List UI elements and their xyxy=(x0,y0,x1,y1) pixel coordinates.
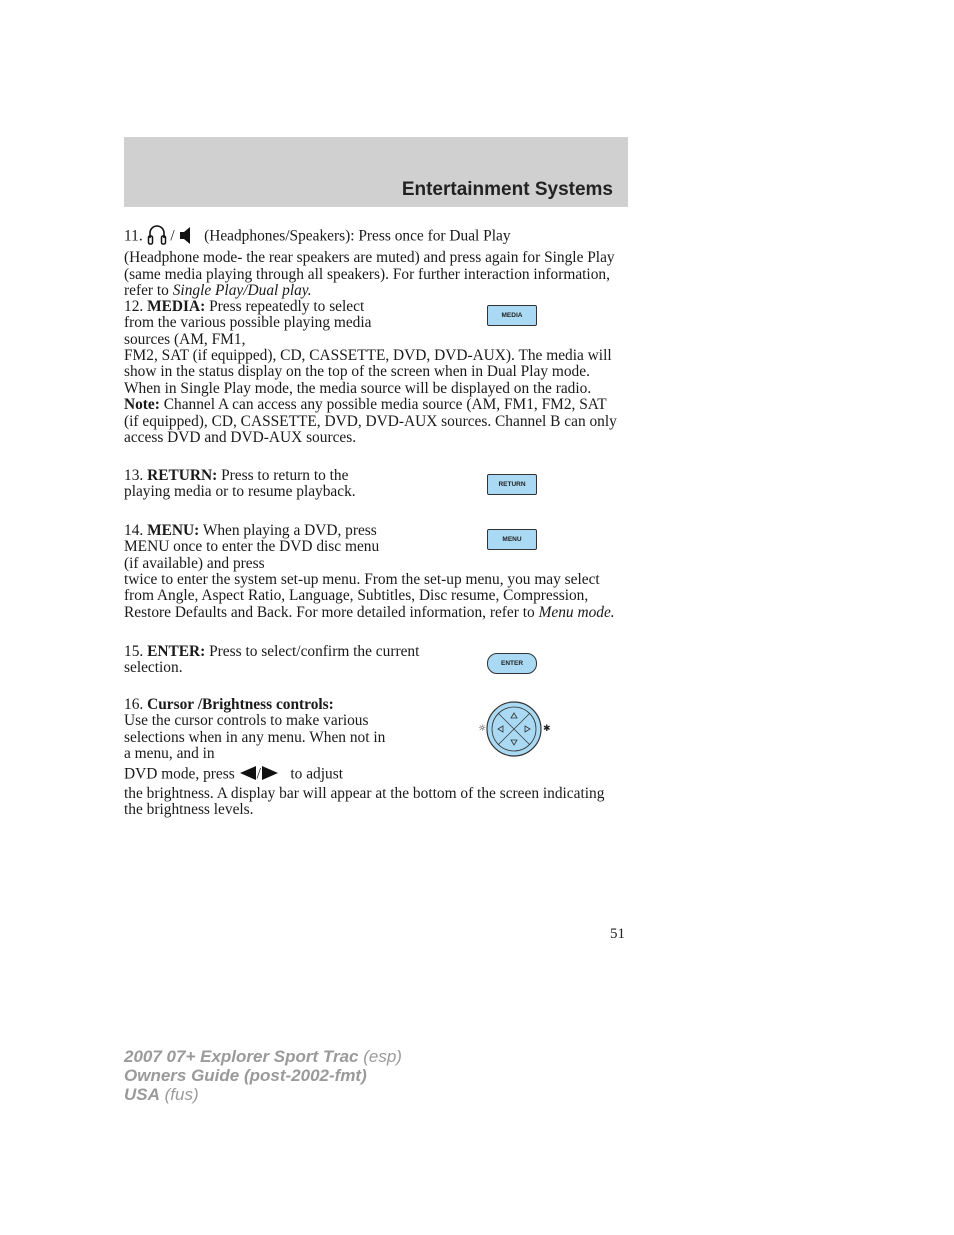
note-text: Channel A can access any possible media source (AM, FM1, FM2, SAT (if equipped), CD, CASSETTE, DVD, DVD-AUX sources. Channel B can only access DVD and DVD-AUX sources. xyxy=(124,396,617,447)
item-15-number: 15. xyxy=(124,643,144,660)
item-13-number: 13. xyxy=(124,467,144,484)
footer-model: 2007 07+ Explorer Sport Trac xyxy=(124,1047,359,1066)
headphones-icon xyxy=(147,224,167,250)
item-12-rest-text: FM2, SAT (if equipped), CD, CASSETTE, DVD, DVD-AUX). The media will show in the status display on the top of the screen when in Dual Play mode. When in Single Play mode, the media source will be displayed on the radio. xyxy=(124,347,612,397)
speaker-icon xyxy=(179,225,193,249)
item-11 xyxy=(124,224,624,300)
item-16-press-line xyxy=(124,765,424,785)
item-13-text: Press to return to the playing media or to resume playback. xyxy=(124,467,356,501)
item-15 xyxy=(124,644,424,677)
item-16-press: DVD mode, press xyxy=(124,765,235,783)
brightness-dim-icon: ☼ xyxy=(478,724,487,734)
right-arrow-icon xyxy=(261,765,279,785)
section-title: Entertainment Systems xyxy=(401,179,613,200)
footer-guide: Owners Guide (post-2002-fmt) xyxy=(124,1066,367,1085)
item-13-label: RETURN: xyxy=(147,467,218,484)
item-14-number: 14. xyxy=(124,522,144,539)
item-11-lead: (Headphones/Speakers): Press once for Dual Play xyxy=(204,227,511,245)
page-number: 51 xyxy=(610,926,625,942)
item-16-adjust: to adjust xyxy=(290,765,343,783)
item-16-label: Cursor /Brightness controls: xyxy=(147,696,334,713)
item-12-text: Press repeatedly to select from the various possible playing media sources (AM, FM1, xyxy=(124,298,372,348)
item-15-text: Press to select/confirm the current selection. xyxy=(124,643,420,677)
enter-button[interactable]: ENTER xyxy=(487,653,537,674)
item-16-text: Use the cursor controls to make various selections when in any menu. When not in a menu, and in xyxy=(124,712,386,763)
item-12-rest xyxy=(124,348,624,446)
item-12-number: 12. xyxy=(124,298,144,315)
return-button[interactable]: RETURN xyxy=(487,474,537,495)
item-14-rest-text: twice to enter the system set-up menu. From the set-up menu, you may select from Angle, Aspect Ratio, Language, Subtitles, Disc resume, Compression, Restore Defaults and Back. For more detailed information, refer to xyxy=(124,571,600,621)
item-13 xyxy=(124,468,380,501)
brightness-bright-icon: ✱ xyxy=(543,724,551,734)
footer-market-code: (fus) xyxy=(159,1085,199,1104)
menu-button[interactable]: MENU xyxy=(487,529,537,550)
item-16-rest xyxy=(124,786,624,819)
item-14-narrow xyxy=(124,523,380,572)
item-16-narrow xyxy=(124,697,394,763)
item-12-label: MEDIA: xyxy=(147,298,206,315)
item-14-link: Menu mode. xyxy=(538,603,615,621)
cursor-pad-graphic xyxy=(478,700,550,760)
item-14-label: MENU: xyxy=(147,522,200,539)
item-12-narrow xyxy=(124,299,380,348)
item-14-rest xyxy=(124,572,624,621)
item-11-text: (Headphone mode- the rear speakers are muted) and press again for Single Play (same media playing through all speakers). For further interaction information, refer to xyxy=(124,249,615,300)
item-14-text: When playing a DVD, press MENU once to enter the DVD disc menu (if available) and press xyxy=(124,522,380,572)
left-arrow-icon xyxy=(239,765,257,785)
footer-model-code: (esp) xyxy=(358,1047,402,1066)
footer xyxy=(124,1047,402,1104)
note-label: Note: xyxy=(124,396,160,414)
media-button[interactable]: MEDIA xyxy=(487,305,537,326)
item-11-number: 11. xyxy=(124,227,143,245)
cursor-pad-icon[interactable] xyxy=(486,701,542,757)
item-11-link: Single Play/Dual play. xyxy=(172,282,312,300)
item-16-rest-text: the brightness. A display bar will appear at the bottom of the screen indicating the brightness levels. xyxy=(124,785,605,819)
arrow-separator: / xyxy=(256,765,261,783)
item-15-label: ENTER: xyxy=(147,643,206,660)
footer-market: USA xyxy=(124,1085,160,1104)
icon-separator: / xyxy=(170,227,175,245)
section-header-band xyxy=(124,137,628,207)
item-16-number: 16. xyxy=(124,696,144,713)
